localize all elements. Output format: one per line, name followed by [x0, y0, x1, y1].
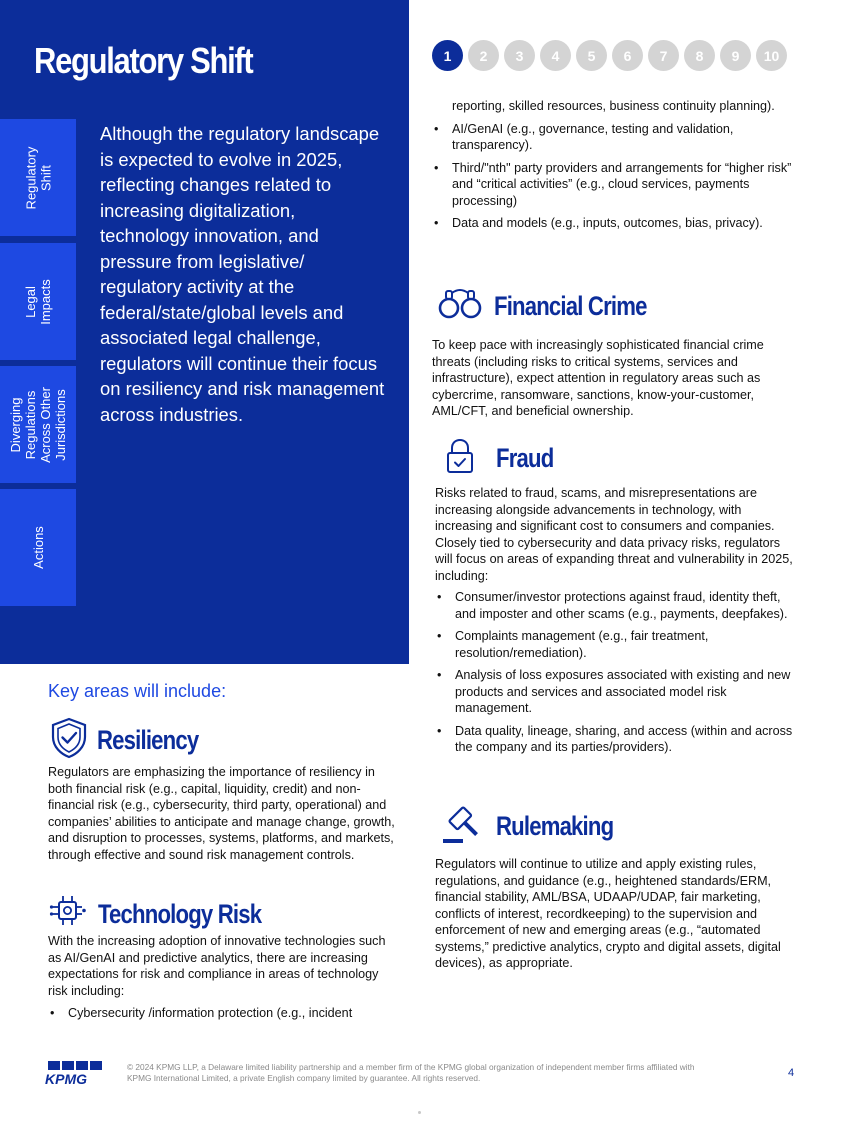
footer-legal-text: © 2024 KPMG LLP, a Delaware limited liability partnership and a member firm of the KPMG global organization of independent member firms affiliated with KPMG International Limited, a private English company limited by guarantee. All rights reserved.: [127, 1062, 695, 1083]
resiliency-header: [50, 717, 221, 764]
financial-crime-header: [436, 286, 680, 327]
list-item: • Analysis of loss exposures associated with existing and new products and services and associated model risk management.: [435, 667, 800, 717]
rulemaking-header: [440, 803, 639, 850]
side-tab-diverging-regulations[interactable]: [0, 366, 76, 483]
side-tab-label: Actions: [30, 526, 46, 569]
page-dot-9[interactable]: 9: [720, 40, 751, 71]
page-dot-1[interactable]: 1: [432, 40, 463, 71]
list-item: • Cybersecurity /information protection (e.g., incident: [48, 1005, 400, 1022]
continuation-text: reporting, skilled resources, business continuity planning).: [452, 99, 775, 113]
list-item: • Data quality, lineage, sharing, and access (within and across the company and its parties/providers).: [435, 723, 800, 756]
list-item: • Data and models (e.g., inputs, outcomes, bias, privacy).: [432, 215, 802, 232]
page-dot-6[interactable]: 6: [612, 40, 643, 71]
page-number: 4: [788, 1067, 795, 1079]
technology-risk-body: With the increasing adoption of innovative technologies such as AI/GenAI and predictive analytics, there are increasing expectations for risk and compliance in areas of technology risk including:: [48, 934, 386, 998]
rulemaking-heading: Rulemaking: [496, 811, 614, 841]
gavel-icon: [440, 803, 482, 850]
page-dot-3[interactable]: 3: [504, 40, 535, 71]
kpmg-logo: [45, 1061, 107, 1090]
financial-crime-heading: Financial Crime: [494, 291, 647, 321]
rulemaking-body: Regulators will continue to utilize and apply existing rules, regulations, and guidance (e.g., heightened standards/ERM, financial stability, AML/BSA, UDAAP/UDAP, fair marketing, conflicts of interest, recordkeeping) to the supervision and enforcement of new and emerging areas (e.g., “automated systems,” predictive analytics, crypto and digital assets, digital devices), as appropriate.: [435, 857, 781, 970]
page-dot-4[interactable]: 4: [540, 40, 571, 71]
side-tab-actions[interactable]: [0, 489, 76, 606]
page-dot-10[interactable]: 10: [756, 40, 787, 71]
handcuffs-icon: [436, 286, 484, 327]
page-title: Regulatory Shift: [34, 40, 253, 81]
fraud-heading: Fraud: [496, 443, 554, 473]
technology-risk-text: [48, 933, 400, 1028]
side-tab-label: Regulatory Shift: [23, 146, 53, 209]
list-item: • Consumer/investor protections against fraud, identity theft, and imposter and other scams (e.g., payments, deepfakes).: [435, 589, 800, 622]
fraud-text: [435, 485, 800, 762]
resiliency-heading: Resiliency: [97, 725, 199, 755]
technology-risk-header: [48, 894, 297, 935]
page-dot-8[interactable]: 8: [684, 40, 715, 71]
side-tab-legal-impacts[interactable]: [0, 243, 76, 360]
page-dot-2[interactable]: 2: [468, 40, 499, 71]
kpmg-logo-text: KPMG: [45, 1071, 87, 1085]
side-tab-regulatory-shift[interactable]: [0, 119, 76, 236]
side-tab-label: Legal Impacts: [22, 278, 53, 325]
list-item: • AI/GenAI (e.g., governance, testing and validation, transparency).: [432, 121, 802, 154]
fraud-list: [435, 589, 800, 756]
technology-risk-continued-list: [432, 121, 802, 232]
financial-crime-body: To keep pace with increasingly sophisticated financial crime threats (including risks to critical systems, services and infrastructure), expect attention in regulatory areas such as cybercrime, ransomware, sanctions, know-your-customer, AML/CFT, and beneficial ownership.: [432, 338, 764, 418]
fraud-header: [445, 438, 566, 479]
intro-paragraph: Although the regulatory landscape is expected to evolve in 2025, reflecting changes related to increasing digitalization, technology innovation, and pressure from legislative/ regulatory activity at the federal/state/global levels and associated legal challenge, regulators will continue their focus on resiliency and risk management across industries.: [100, 123, 385, 425]
page-dot-7[interactable]: 7: [648, 40, 679, 71]
bottom-dot: [418, 1111, 421, 1114]
resiliency-body: Regulators are emphasizing the importance of resiliency in both financial risk (e.g., capital, liquidity, credit) and non-financial risk (e.g., cybersecurity, third party, operational) and companies’ abilities to anticipate and manage change, growth, and disruption to processes, systems, platforms, and markets, through effective and sound risk management controls.: [48, 765, 395, 862]
list-item: • Third/"nth" party providers and arrangements for “higher risk” and “critical activities” (e.g., cloud services, payments processing): [432, 160, 802, 210]
circuit-gear-icon: [48, 894, 88, 935]
fraud-body: Risks related to fraud, scams, and misrepresentations are increasing alongside advancements in technology, with increasing and significant cost to consumers and companies. Closely tied to cybersecurity and data privacy risks, regulators will focus on areas of expanding threat and vulnerability in 2025, including:: [435, 486, 793, 583]
technology-risk-heading: Technology Risk: [98, 899, 262, 929]
page-navigator: [432, 40, 787, 71]
padlock-check-icon: [445, 438, 475, 479]
page-dot-5[interactable]: 5: [576, 40, 607, 71]
technology-risk-continued: [432, 98, 802, 238]
side-tab-label: Diverging Regulations Across Other Jurisdictions: [7, 386, 68, 463]
shield-check-icon: [50, 717, 88, 764]
technology-risk-list: [48, 1005, 400, 1022]
list-item: • Complaints management (e.g., fair treatment, resolution/remediation).: [435, 628, 800, 661]
key-areas-heading: Key areas will include:: [48, 681, 227, 701]
